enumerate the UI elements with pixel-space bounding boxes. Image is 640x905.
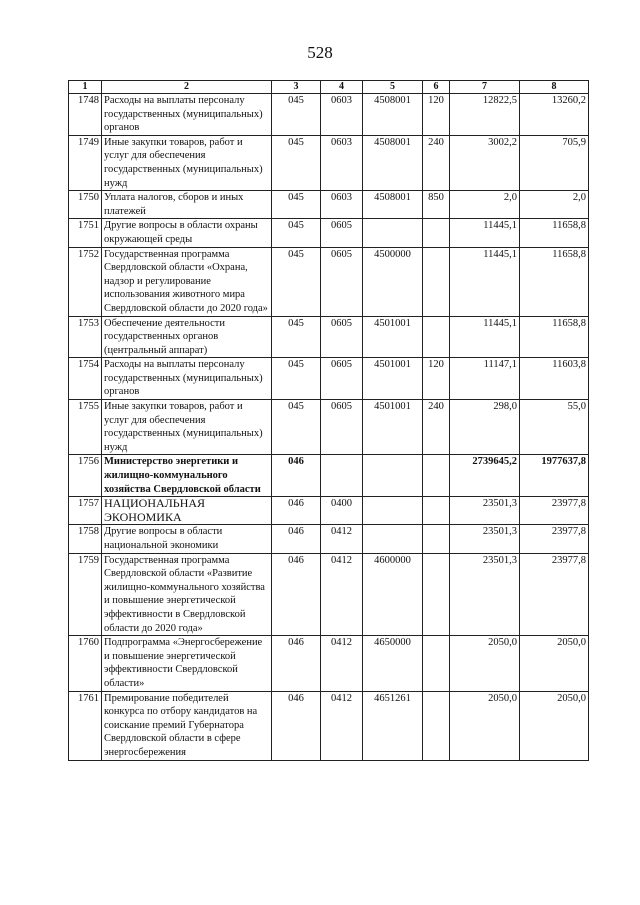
row-target-code: 4650000 xyxy=(363,636,423,691)
row-name: Иные закупки товаров, работ и услуг для обеспечения государственных (муниципальных) нужд xyxy=(102,400,272,455)
row-number: 1756 xyxy=(69,455,102,497)
row-section-code: 0603 xyxy=(321,135,363,190)
table-row xyxy=(69,400,589,455)
row-admin-code: 046 xyxy=(272,636,321,691)
table-row xyxy=(69,94,589,136)
row-amount-year1: 2050,0 xyxy=(450,636,520,691)
table-header-row xyxy=(69,81,589,94)
row-amount-year2: 11658,8 xyxy=(520,247,589,316)
row-name: Подпрограмма «Энергосбережение и повышение энергетической эффективности Свердловской области» xyxy=(102,636,272,691)
row-amount-year2: 13260,2 xyxy=(520,94,589,136)
row-expense-type xyxy=(423,219,450,247)
row-section-code: 0603 xyxy=(321,191,363,219)
row-target-code: 4508001 xyxy=(363,94,423,136)
row-amount-year1: 12822,5 xyxy=(450,94,520,136)
table-row xyxy=(69,636,589,691)
row-admin-code: 046 xyxy=(272,455,321,497)
row-number: 1758 xyxy=(69,525,102,553)
row-section-code: 0400 xyxy=(321,497,363,525)
row-number: 1751 xyxy=(69,219,102,247)
row-number: 1759 xyxy=(69,553,102,636)
table-row xyxy=(69,455,589,497)
row-admin-code: 045 xyxy=(272,191,321,219)
row-admin-code: 046 xyxy=(272,525,321,553)
row-name: НАЦИОНАЛЬНАЯ ЭКОНОМИКА xyxy=(102,497,272,525)
row-section-code: 0412 xyxy=(321,636,363,691)
row-target-code: 4508001 xyxy=(363,135,423,190)
row-number: 1753 xyxy=(69,316,102,358)
row-expense-type: 240 xyxy=(423,135,450,190)
table-body xyxy=(69,94,589,761)
row-expense-type xyxy=(423,691,450,760)
row-amount-year1: 23501,3 xyxy=(450,525,520,553)
row-name: Расходы на выплаты персоналу государственных (муниципальных) органов xyxy=(102,358,272,400)
row-target-code xyxy=(363,219,423,247)
page-number: 528 xyxy=(307,43,333,62)
row-amount-year2: 2050,0 xyxy=(520,691,589,760)
row-admin-code: 046 xyxy=(272,691,321,760)
row-admin-code: 046 xyxy=(272,553,321,636)
table-row xyxy=(69,316,589,358)
row-name: Другие вопросы в области национальной экономики xyxy=(102,525,272,553)
row-target-code xyxy=(363,455,423,497)
row-expense-type: 850 xyxy=(423,191,450,219)
row-target-code: 4600000 xyxy=(363,553,423,636)
row-expense-type xyxy=(423,636,450,691)
row-amount-year2: 23977,8 xyxy=(520,497,589,525)
row-amount-year1: 298,0 xyxy=(450,400,520,455)
row-target-code xyxy=(363,497,423,525)
row-amount-year1: 3002,2 xyxy=(450,135,520,190)
row-name: Иные закупки товаров, работ и услуг для обеспечения государственных (муниципальных) нужд xyxy=(102,135,272,190)
row-admin-code: 045 xyxy=(272,94,321,136)
row-admin-code: 045 xyxy=(272,358,321,400)
table-row xyxy=(69,219,589,247)
row-name: Другие вопросы в области охраны окружающей среды xyxy=(102,219,272,247)
row-expense-type xyxy=(423,316,450,358)
row-section-code: 0605 xyxy=(321,400,363,455)
row-target-code: 4500000 xyxy=(363,247,423,316)
row-expense-type: 120 xyxy=(423,94,450,136)
table-row xyxy=(69,553,589,636)
row-expense-type xyxy=(423,553,450,636)
row-amount-year1: 2050,0 xyxy=(450,691,520,760)
row-section-code xyxy=(321,455,363,497)
row-section-code: 0605 xyxy=(321,316,363,358)
column-header: 1 xyxy=(69,81,102,94)
row-admin-code: 045 xyxy=(272,219,321,247)
row-number: 1760 xyxy=(69,636,102,691)
column-header: 2 xyxy=(102,81,272,94)
row-admin-code: 045 xyxy=(272,135,321,190)
row-name: Уплата налогов, сборов и иных платежей xyxy=(102,191,272,219)
row-target-code: 4501001 xyxy=(363,316,423,358)
row-target-code xyxy=(363,525,423,553)
column-header: 8 xyxy=(520,81,589,94)
row-amount-year2: 23977,8 xyxy=(520,525,589,553)
row-amount-year2: 2050,0 xyxy=(520,636,589,691)
row-admin-code: 045 xyxy=(272,400,321,455)
row-amount-year1: 2739645,2 xyxy=(450,455,520,497)
row-number: 1757 xyxy=(69,497,102,525)
row-expense-type: 240 xyxy=(423,400,450,455)
row-amount-year2: 23977,8 xyxy=(520,553,589,636)
row-target-code: 4651261 xyxy=(363,691,423,760)
row-amount-year2: 1977637,8 xyxy=(520,455,589,497)
row-number: 1754 xyxy=(69,358,102,400)
column-header: 3 xyxy=(272,81,321,94)
row-amount-year2: 55,0 xyxy=(520,400,589,455)
budget-table xyxy=(68,80,589,761)
column-header: 5 xyxy=(363,81,423,94)
table-row xyxy=(69,191,589,219)
row-section-code: 0412 xyxy=(321,691,363,760)
row-amount-year2: 11603,8 xyxy=(520,358,589,400)
row-amount-year1: 11445,1 xyxy=(450,316,520,358)
table-row xyxy=(69,525,589,553)
row-expense-type xyxy=(423,455,450,497)
row-target-code: 4501001 xyxy=(363,400,423,455)
row-amount-year2: 11658,8 xyxy=(520,316,589,358)
table-row xyxy=(69,358,589,400)
row-amount-year1: 23501,3 xyxy=(450,497,520,525)
row-name: Министерство энергетики и жилищно-коммунального хозяйства Свердловской области xyxy=(102,455,272,497)
column-header: 6 xyxy=(423,81,450,94)
row-section-code: 0603 xyxy=(321,94,363,136)
row-expense-type xyxy=(423,525,450,553)
row-number: 1748 xyxy=(69,94,102,136)
table-row xyxy=(69,497,589,525)
row-number: 1755 xyxy=(69,400,102,455)
row-amount-year1: 23501,3 xyxy=(450,553,520,636)
row-number: 1749 xyxy=(69,135,102,190)
row-target-code: 4501001 xyxy=(363,358,423,400)
row-amount-year2: 2,0 xyxy=(520,191,589,219)
row-number: 1752 xyxy=(69,247,102,316)
row-expense-type xyxy=(423,497,450,525)
row-section-code: 0605 xyxy=(321,358,363,400)
row-amount-year1: 11147,1 xyxy=(450,358,520,400)
row-admin-code: 046 xyxy=(272,497,321,525)
row-name: Государственная программа Свердловской области «Развитие жилищно-коммунального хозяйства и повышение энергетической эффективности в Свердловской области до 2020 года» xyxy=(102,553,272,636)
row-section-code: 0412 xyxy=(321,525,363,553)
row-amount-year1: 11445,1 xyxy=(450,247,520,316)
row-amount-year1: 2,0 xyxy=(450,191,520,219)
row-name: Расходы на выплаты персоналу государственных (муниципальных) органов xyxy=(102,94,272,136)
row-name: Государственная программа Свердловской области «Охрана, надзор и регулирование использования животного мира Свердловской области до 2020 года» xyxy=(102,247,272,316)
row-name: Обеспечение деятельности государственных органов (центральный аппарат) xyxy=(102,316,272,358)
row-admin-code: 045 xyxy=(272,247,321,316)
row-section-code: 0412 xyxy=(321,553,363,636)
row-amount-year1: 11445,1 xyxy=(450,219,520,247)
row-target-code: 4508001 xyxy=(363,191,423,219)
row-expense-type xyxy=(423,247,450,316)
row-amount-year2: 11658,8 xyxy=(520,219,589,247)
row-amount-year2: 705,9 xyxy=(520,135,589,190)
column-header: 4 xyxy=(321,81,363,94)
row-name: Премирование победителей конкурса по отбору кандидатов на соискание премий Губернатора Свердловской области в сфере энергосбережения xyxy=(102,691,272,760)
table-row xyxy=(69,247,589,316)
table-row xyxy=(69,691,589,760)
row-number: 1761 xyxy=(69,691,102,760)
column-header: 7 xyxy=(450,81,520,94)
row-section-code: 0605 xyxy=(321,219,363,247)
row-expense-type: 120 xyxy=(423,358,450,400)
row-number: 1750 xyxy=(69,191,102,219)
table-row xyxy=(69,135,589,190)
row-admin-code: 045 xyxy=(272,316,321,358)
row-section-code: 0605 xyxy=(321,247,363,316)
